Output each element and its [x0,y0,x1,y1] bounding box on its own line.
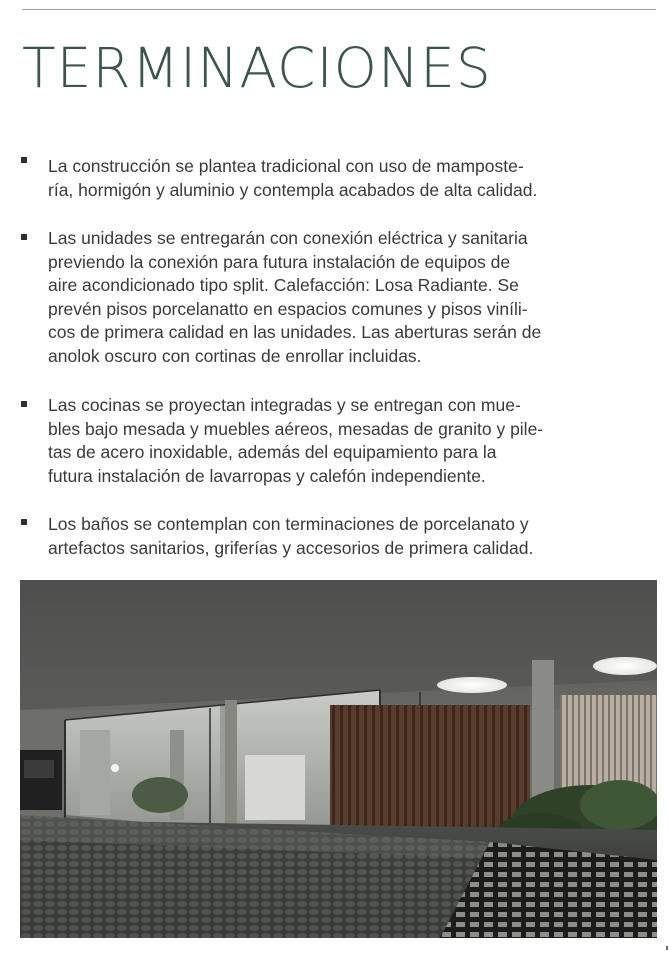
list-item-line: Los baños se contemplan con terminaciones de porcelanato y [48,514,529,534]
page-title: TERMINACIONES [22,36,492,100]
list-item-line: prevén pisos porcelanatto en espacios comunes y pisos viníli- [48,298,528,319]
bullet-marker-icon [21,401,27,407]
list-item-line: Las cocinas se proyectan integradas y se entregan con mue- [48,395,521,415]
page-edge-mark [666,946,668,950]
building-lobby-photo [20,580,657,938]
bullet-marker-icon [21,234,27,240]
list-item-line: La construcción se plantea tradicional con uso de mamposte- [48,156,524,176]
list-item-line: ría, hormigón y aluminio y contempla acabados de alta calidad. [48,179,538,200]
list-item-line: Las unidades se entregarán con conexión eléctrica y sanitaria [48,228,528,248]
list-item [48,513,628,560]
list-item-line: cos de primera calidad en las unidades. Las aberturas serán de [48,322,542,343]
list-item-line: bles bajo mesada y muebles aéreos, mesadas de granito y pile- [48,418,544,439]
list-item [48,227,628,369]
list-item-line: artefactos sanitarios, griferías y accesorios de primera calidad. [48,537,534,558]
list-item [48,155,628,202]
list-item-line: futura instalación de lavarropas y calefón independiente. [48,465,486,486]
list-item-line: tas de acero inoxidable, además del equipamiento para la [48,442,497,463]
list-item [48,394,628,488]
list-item-line: previendo la conexión para futura instalación de equipos de [48,251,511,272]
list-item-line: aire acondicionado tipo split. Calefacción: Losa Radiante. Se [48,275,519,296]
bullet-marker-icon [21,519,27,525]
top-divider [22,9,656,10]
bullet-marker-icon [21,157,27,163]
list-item-line: anolok oscuro con cortinas de enrollar incluidas. [48,345,422,366]
